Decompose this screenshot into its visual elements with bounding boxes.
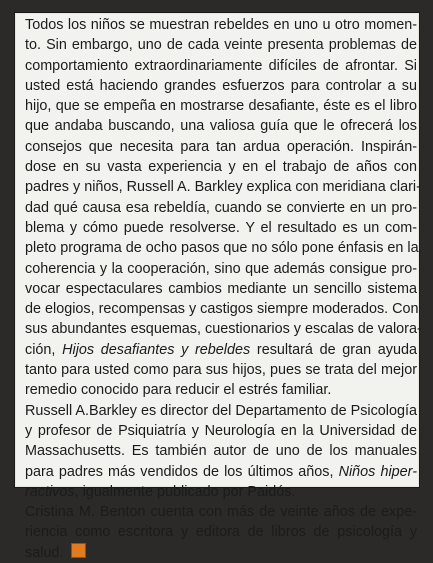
coauthor-line — [25, 543, 417, 563]
text-fragment: para padres más vendidos de los últimos años, — [25, 463, 339, 480]
text-line: vocar espectaculares cambios mediante un sencillo sistema — [25, 280, 417, 297]
text-line: Todos los niños se muestran rebeldes en uno u otro momen- — [25, 17, 417, 33]
text-line: tanto para usted como para sus hijos, pues se trata del mejor — [25, 362, 417, 379]
blurb-panel — [14, 12, 422, 561]
text-line: comportamiento extraordinariamente difíciles de afrontar. Si — [25, 57, 417, 74]
text-line: sus abundantes esquemas, cuestionarios y escalas de valora- — [25, 321, 422, 338]
text-line: to. Sin embargo, uno de cada veinte presenta problemas de — [25, 37, 417, 54]
coauthor-line: Cristina M. Benton cuenta con más de veinte años de expe- — [25, 504, 417, 521]
text-line: pleto programa de ocho pasos que no sólo pone énfasis en la — [25, 240, 419, 257]
text-line: remedio conocido para reducir el estrés familiar. — [25, 382, 332, 399]
text-line: de elogios, recompensas y castigos siempre moderados. Con — [25, 301, 419, 318]
text-line: dose en su vasta experiencia y en el trabajo de años con — [25, 159, 417, 176]
text-line: usted está haciendo grandes esfuerzos para controlar a su — [25, 77, 417, 94]
text-line: hijo, que se empeña en mostrarse desafiante, éste es el libro — [25, 98, 417, 115]
text-fragment: resultará de gran ayuda — [250, 341, 418, 358]
blurb-text — [25, 15, 422, 563]
text-line: blema y cómo puede resolverse. Y el resultado es un com- — [25, 219, 417, 236]
end-mark-icon — [71, 543, 86, 558]
book-title-italic: ractivos — [25, 483, 75, 500]
text-line: coherencia y la cooperación, sino que además consigue pro- — [25, 260, 417, 277]
text-line — [25, 340, 417, 360]
author-line: y profesor de Psiquiatría y Neurología en la Universidad de — [25, 422, 417, 439]
author-line — [25, 462, 417, 482]
author-line: Massachusetts. Es también autor de uno de los manuales — [25, 443, 417, 460]
text-fragment: , igualmente publicado por Paidós. — [74, 483, 296, 500]
text-fragment: salud. — [25, 544, 64, 561]
text-line: dad qué causa esa rebeldía, cuando se convierte en un pro- — [25, 199, 417, 216]
coauthor-line: riencia como escritora y editora de libros de psicología y — [25, 524, 417, 541]
text-line: consejos que necesita para tan ardua operación. Inspirán- — [25, 138, 417, 155]
text-line: padres y niños, Russell A. Barkley explica con meridiana clari- — [25, 179, 421, 196]
author-line — [25, 482, 417, 502]
text-line: que andaba buscando, una valiosa guía que le ofrecerá los — [25, 118, 417, 135]
author-line: Russell A.Barkley es director del Departamento de Psicología — [25, 402, 417, 419]
text-fragment: ción, — [25, 341, 63, 358]
book-title-italic: Niños hiper- — [338, 463, 417, 480]
book-title-italic: Hijos desafiantes y rebeldes — [62, 341, 251, 358]
